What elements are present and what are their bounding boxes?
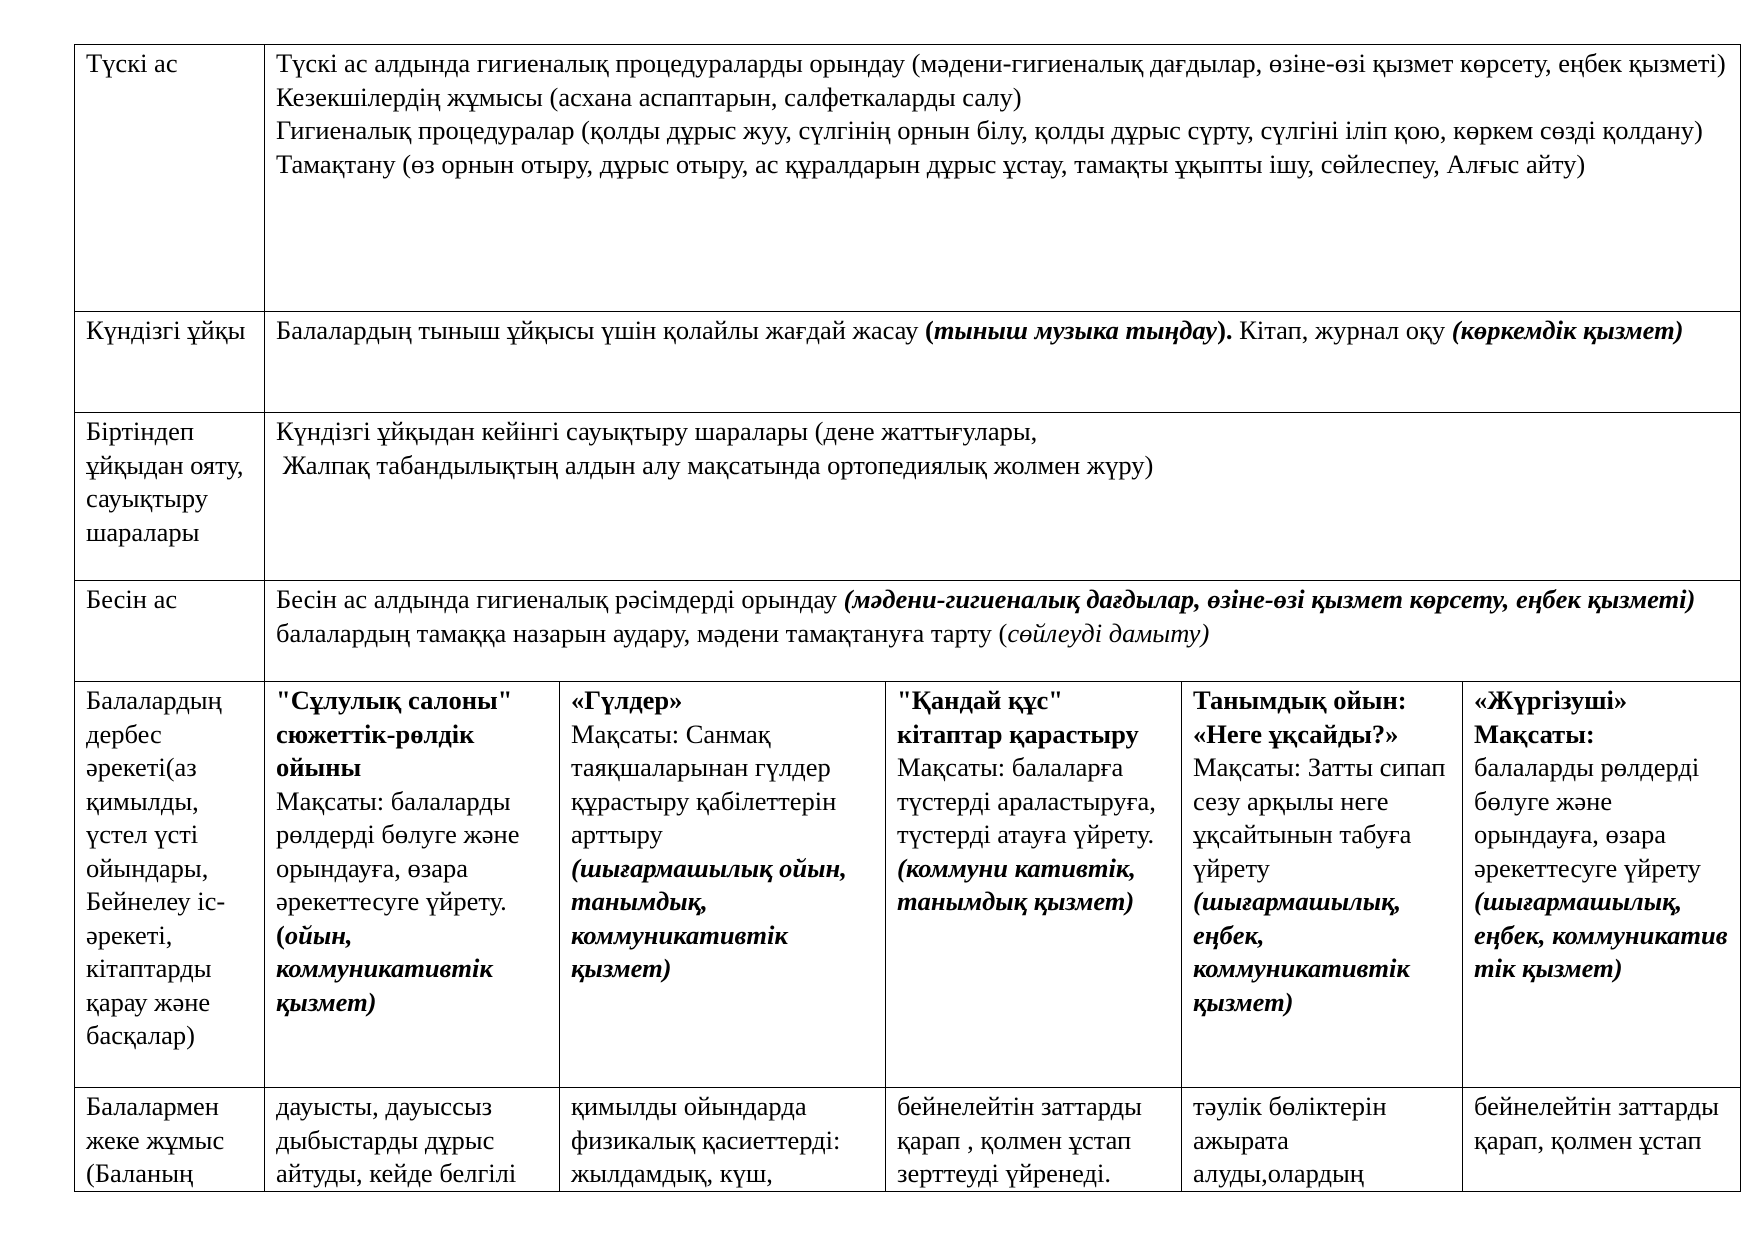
lunch-line-2: Кезекшілердің жұмысы (асхана аспаптарын, салфеткаларды салу): [276, 81, 1022, 112]
row-content-lunch: [265, 45, 1741, 312]
individual-cell-1: дауысты, дауыссыз дыбыстарды дұрыс айтуды, кейде белгілі: [265, 1088, 560, 1192]
lunch-line-3: Гигиеналық процедуралар (қолды дұрыс жуу, сүлгінің орнын білу, қолды дұрыс сүрту, сүлгіні іліп қою, көркем сөзді қолдану): [276, 115, 1703, 145]
individual-cell-4: тәулік бөліктерін ажырата алуды,олардың: [1182, 1088, 1463, 1192]
table-row-independent: [75, 682, 1741, 1088]
activity-cell-3: "Қандай құс" кітаптар қарастыру Мақсаты: балаларға түстерді араластыруға, түстерді атауға үйрету. (коммуни кативтік, танымдық қызмет): [886, 682, 1182, 1088]
lunch-line-1: Түскі ас алдында гигиеналық процедураларды орындау (мәдени-гигиеналық дағдылар, өзіне-өзі қызмет көрсету, еңбек қызметі): [276, 48, 1726, 78]
activity-cell-2: «Гүлдер» Мақсаты: Санмақ таяқшаларынан гүлдер құрастыру қабілеттерін арттыру (шығармашылық ойын, танымдық, коммуникативтік қызмет): [560, 682, 886, 1088]
row-label-nap: Күндізгі ұйқы: [75, 312, 265, 413]
row-label-individual: Балалармен жеке жұмыс (Баланың: [75, 1088, 265, 1192]
row-label-lunch: Түскі ас: [75, 45, 265, 312]
row-label-snack: Бесін ас: [75, 581, 265, 682]
daily-plan-table: [74, 44, 1741, 1192]
individual-cell-3: бейнелейтін заттарды қарап , қолмен ұстап зерттеуді үйренеді.: [886, 1088, 1182, 1192]
table-row-nap: [75, 312, 1741, 413]
row-content-snack: Бесін ас алдында гигиеналық рәсімдерді орындау (мәдени-гигиеналық дағдылар, өзіне-өзі қызмет көрсету, еңбек қызметі) балалардың тамаққа назарын аудару, мәдени тамақтануға тарту (сөйлеуді дамыту): [265, 581, 1741, 682]
lunch-line-4: Тамақтану (өз орнын отыру, дұрыс отыру, ас құралдарын дұрыс ұстау, тамақты ұқыпты ішу, сөйлеспеу, Алғыс айту): [276, 148, 1586, 179]
individual-cell-2: қимылды ойындарда физикалық қасиеттерді: жылдамдық, күш,: [560, 1088, 886, 1192]
table-row-wakeup: [75, 413, 1741, 581]
row-label-independent: Балалардың дербес әрекеті(аз қимылды, үстел үсті ойындары, Бейнелеу іс-әрекеті, кітаптарды қарау және басқалар): [75, 682, 265, 1088]
row-content-nap: Балалардың тыныш ұйқысы үшін қолайлы жағдай жасау (тыныш музыка тыңдау). Кітап, журнал оқу (көркемдік қызмет): [265, 312, 1741, 413]
row-content-wakeup: Күндізгі ұйқыдан кейінгі сауықтыру шаралары (дене жаттығулары, Жалпақ табандылықтың алдын алу мақсатында ортопедиялық жолмен жүру): [265, 413, 1741, 581]
row-label-wakeup: Біртіндеп ұйқыдан ояту, сауықтыру шаралары: [75, 413, 265, 581]
table-row-individual: [75, 1088, 1741, 1192]
activity-cell-5: «Жүргізуші» Мақсаты: балаларды рөлдерді бөлуге және орындауға, өзара әрекеттесуге үйрету (шығармашылық, еңбек, коммуникатив тік қызмет): [1463, 682, 1741, 1088]
activity-cell-1: "Сұлулық салоны" сюжеттік-рөлдік ойыны Мақсаты: балаларды рөлдерді бөлуге және орындауға, өзара әрекеттесуге үйрету. (ойын, коммуникативтік қызмет): [265, 682, 560, 1088]
individual-cell-5: бейнелейтін заттарды қарап, қолмен ұстап: [1463, 1088, 1741, 1192]
table-row-lunch: [75, 45, 1741, 312]
activity-cell-4: Танымдық ойын: «Неге ұқсайды?» Мақсаты: Затты сипап сезу арқылы неге ұқсайтынын табуға үйрету (шығармашылық, еңбек, коммуникативтік қызмет): [1182, 682, 1463, 1088]
table-row-snack: [75, 581, 1741, 682]
